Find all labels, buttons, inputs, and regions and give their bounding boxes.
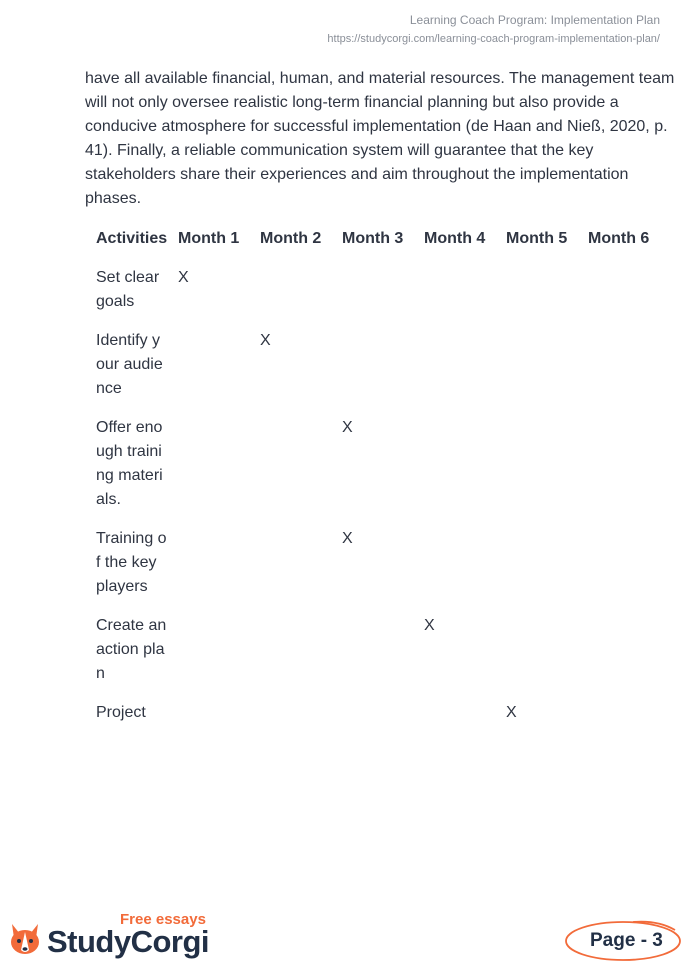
month-cell [496, 527, 578, 614]
document-title: Learning Coach Program: Implementation Plan [409, 13, 660, 27]
month-cell [496, 614, 578, 701]
page-number: Page - 3 [590, 930, 663, 951]
column-header: Month 5 [506, 230, 568, 247]
month-cell [414, 266, 496, 329]
activity-cell: Create an action plan [96, 617, 167, 682]
activity-cell: Project [96, 704, 146, 721]
month-cell [168, 614, 250, 701]
activity-cell: Identify your audience [96, 332, 163, 397]
brand-name[interactable]: StudyCorgi [47, 924, 210, 959]
month-cell: X [342, 530, 353, 547]
month-cell [578, 416, 660, 527]
column-header: Month 3 [342, 230, 404, 247]
month-cell [168, 527, 250, 614]
month-cell [168, 416, 250, 527]
month-cell [332, 701, 414, 740]
table-row [86, 329, 660, 416]
table-row [86, 614, 660, 701]
month-cell [578, 266, 660, 329]
month-cell: X [260, 332, 271, 349]
month-cell [168, 329, 250, 416]
month-cell [332, 329, 414, 416]
column-header: Month 2 [260, 230, 322, 247]
column-header: Month 6 [588, 230, 650, 247]
corgi-logo-icon [6, 920, 44, 958]
table-row [86, 416, 660, 527]
month-cell [414, 329, 496, 416]
month-cell [578, 329, 660, 416]
table-row [86, 266, 660, 329]
month-cell [168, 701, 250, 740]
month-cell [578, 527, 660, 614]
body-paragraph: have all available financial, human, and material resources. The management team will not only oversee realistic long-term financial planning but also provide a conducive atmosphere for successful implementation (de Haan and Nieß, 2020, p. 41). Finally, a reliable communication system will guarantee that the key stakeholders share their experiences and aim throughout the implementation phases. [85, 70, 675, 207]
month-cell [332, 614, 414, 701]
month-cell [496, 329, 578, 416]
month-cell [414, 701, 496, 740]
implementation-table [86, 227, 660, 740]
month-cell: X [342, 419, 353, 436]
activity-cell: Set clear goals [96, 269, 160, 310]
month-cell [578, 701, 660, 740]
month-cell [496, 266, 578, 329]
month-cell [578, 614, 660, 701]
document-url[interactable]: https://studycorgi.com/learning-coach-program-implementation-plan/ [327, 33, 660, 45]
column-header: Month 1 [178, 230, 240, 247]
month-cell [414, 527, 496, 614]
activity-cell: Offer enough training materials. [96, 419, 163, 508]
month-cell [250, 266, 332, 329]
column-header: Month 4 [424, 230, 486, 247]
table-row [86, 701, 660, 740]
month-cell [250, 701, 332, 740]
month-cell [332, 266, 414, 329]
month-cell [250, 614, 332, 701]
column-header: Activities [96, 230, 168, 247]
month-cell [250, 416, 332, 527]
table-header-row [86, 227, 660, 266]
month-cell: X [424, 617, 435, 634]
month-cell [414, 416, 496, 527]
month-cell [250, 527, 332, 614]
tagline: Free essays [120, 911, 206, 928]
month-cell: X [178, 269, 189, 286]
month-cell [496, 416, 578, 527]
activity-cell: Training of the key players [96, 530, 167, 595]
month-cell: X [506, 704, 517, 721]
table-row [86, 527, 660, 614]
